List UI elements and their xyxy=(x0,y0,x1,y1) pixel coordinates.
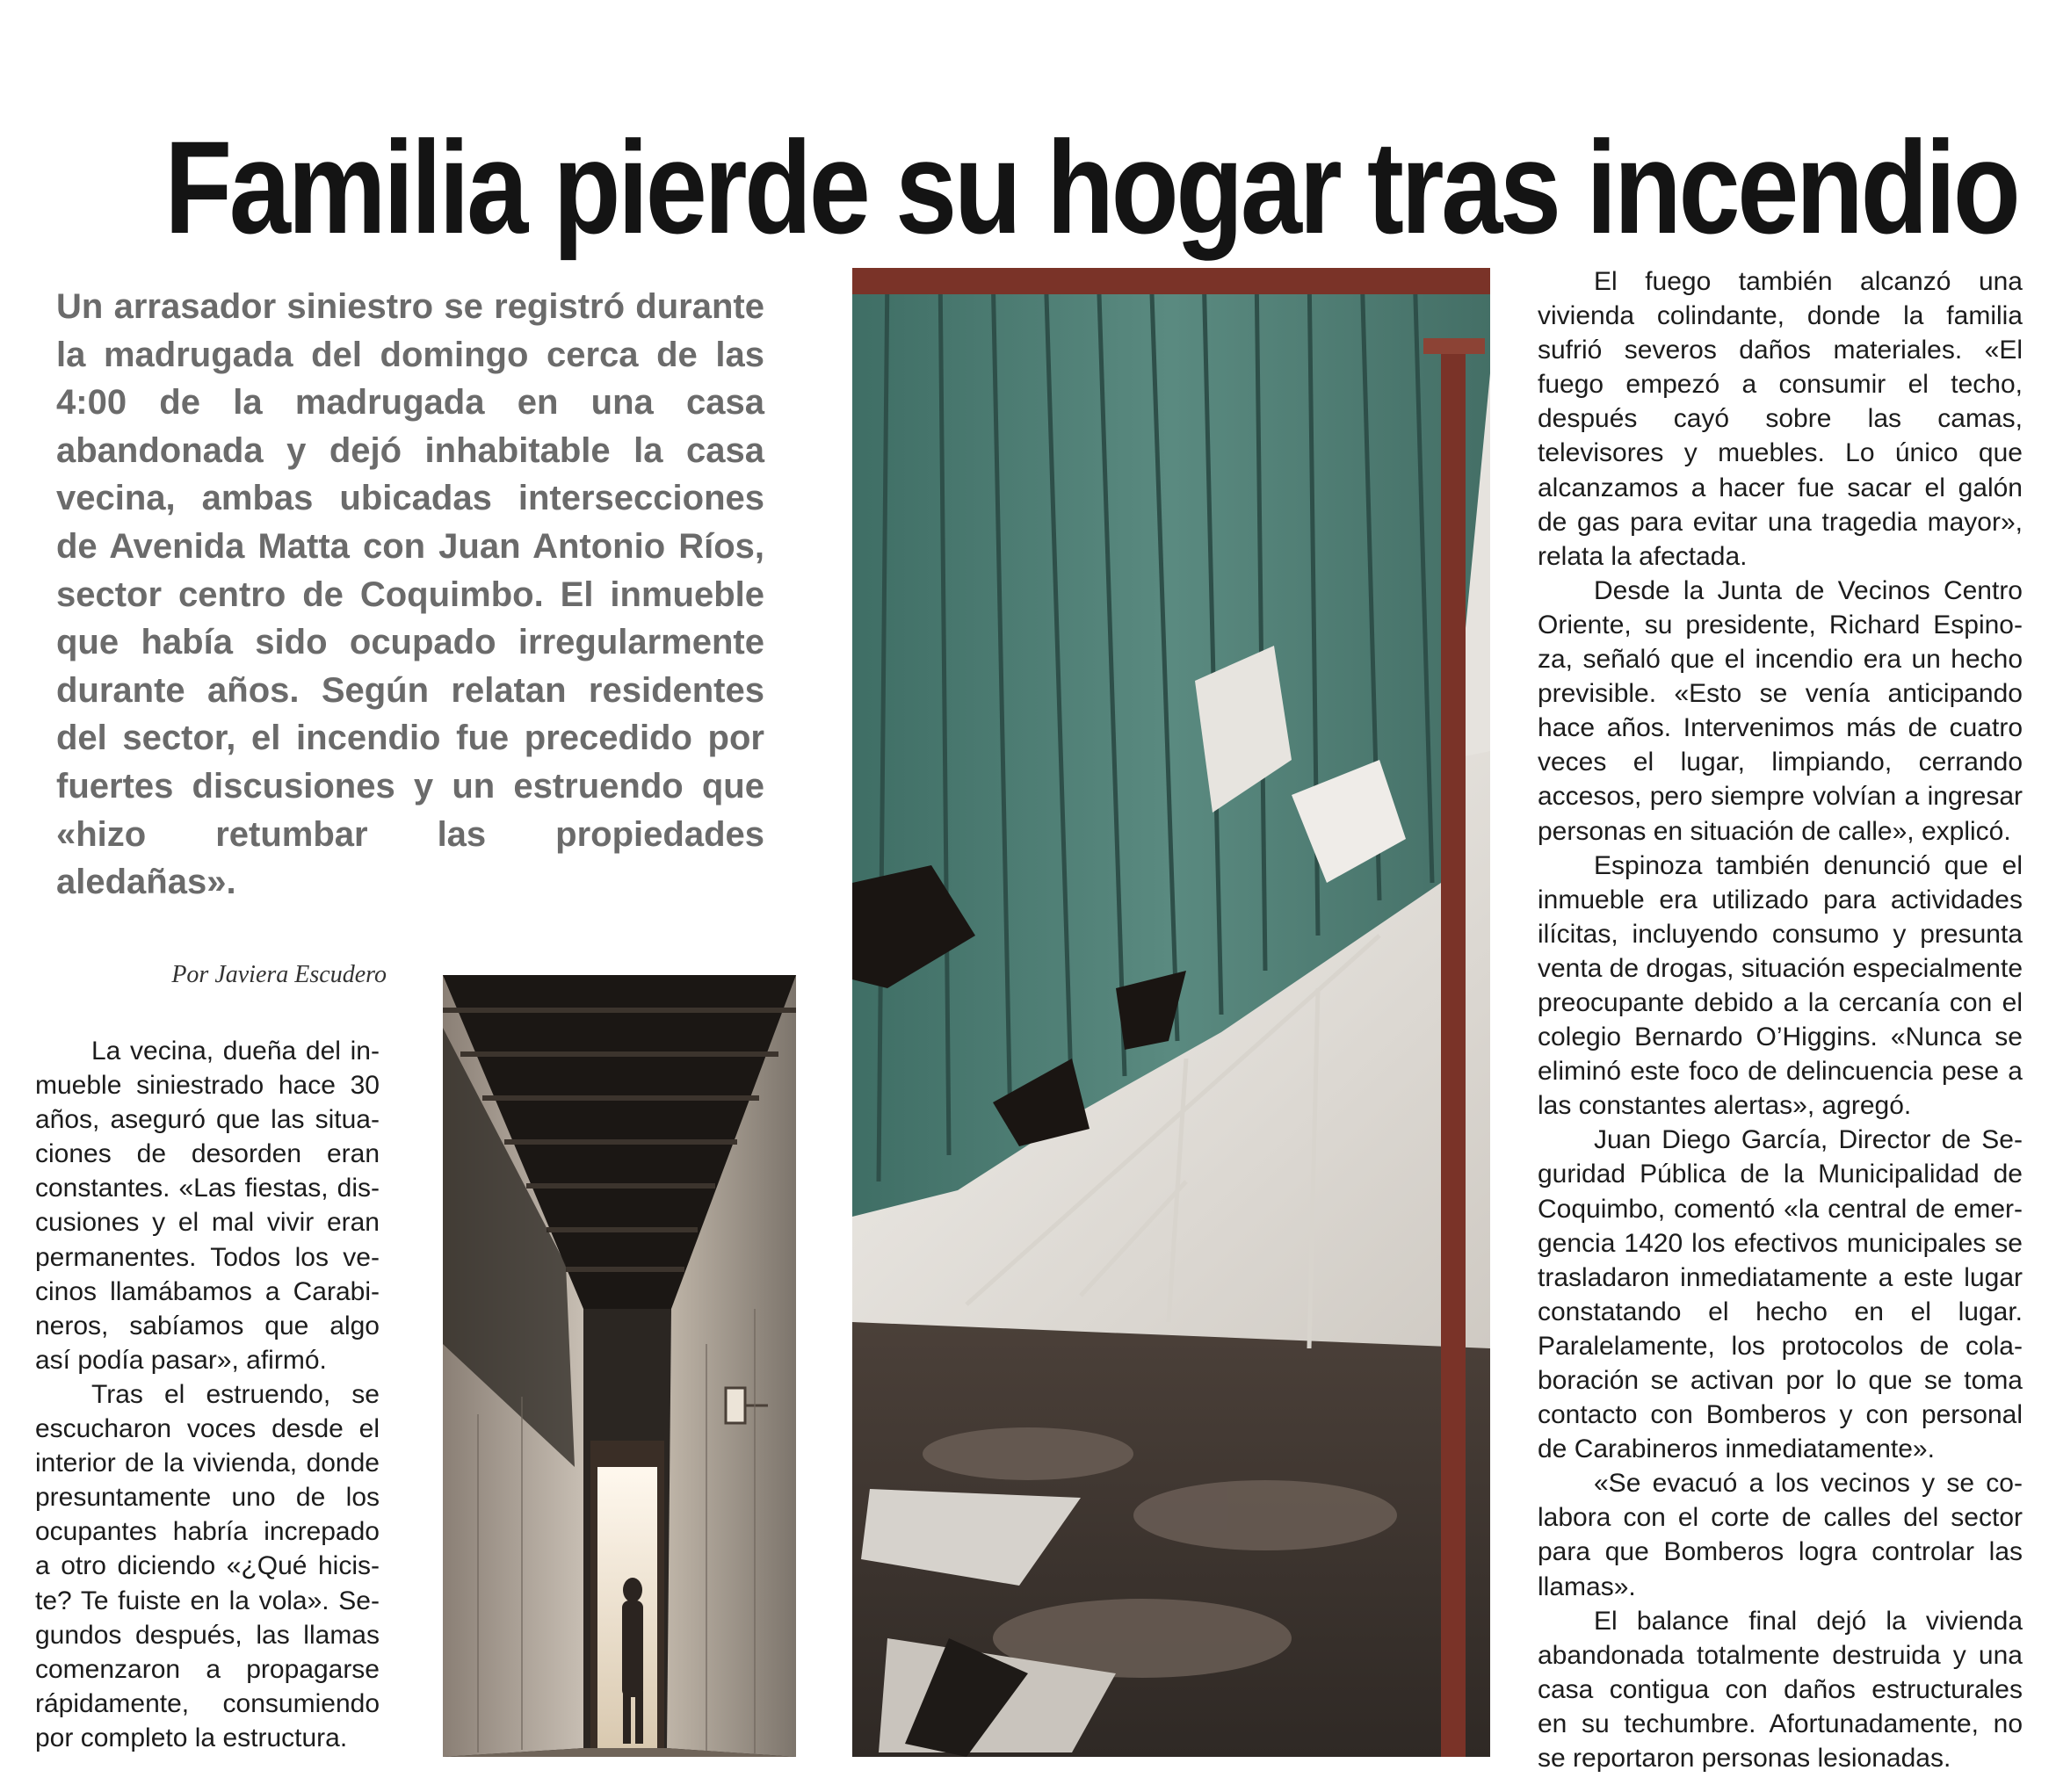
right-paragraph: El balance final dejó la vivienda abandonada totalmente destruida y una casa contigua con daños estructurales en su techumbre. Afortunadamente, no se reportaron personas lesionadas. xyxy=(1538,1606,2023,1774)
headline: Familia pierde su hogar tras incendio xyxy=(164,112,2018,261)
left-paragraph: La vecina, dueña del inmueble siniestrado hace 30 años, aseguró que las situaciones de desorden eran constantes. «Las fiestas, discusiones y el mal vivir eran permanentes. Todos los vecinos llamábamos a Carabineros, sabíamos que algo así podía pasar», afirmó. xyxy=(35,1037,380,1375)
collapsed-roof-photo xyxy=(852,268,1490,1757)
byline: Por Javiera Escudero xyxy=(171,961,387,988)
left-column xyxy=(35,1034,380,1755)
right-paragraph: «Se evacuó a los vecinos y se colabora con el corte de calles del sector para que Bomberos logra controlar las llamas». xyxy=(1538,1469,2023,1601)
right-paragraph: El fuego también alcanzó una vivienda colindante, donde la familia sufrió severos daños materiales. «El fuego empezó a consumir el techo, después cayó sobre las camas, televisores y muebles. Lo único que alcanzamos a hacer fue sacar el galón de gas para evitar una tragedia mayor», relata la afectada. xyxy=(1538,267,2023,571)
burned-hallway-photo xyxy=(443,975,796,1757)
right-paragraph: Espinoza también denunció que el inmueble era utilizado para actividades ilícitas, incluyendo consumo y presunta venta de drogas, situación especialmente preocupante debido a la cercanía con el colegio Bernardo O’Higgins. «Nunca se eliminó este foco de delincuencia pese a las constantes alertas», agregó. xyxy=(1538,850,2023,1121)
right-paragraph: Desde la Junta de Vecinos Centro Oriente, su presidente, Richard Espinoza, señaló que el incendio era un hecho previsible. «Esto se venía anticipando hace años. Intervenimos más de cuatro veces el lugar, limpiando, cerrando accesos, pero siempre volvían a ingresar personas en situación de calle», explicó. xyxy=(1538,575,2023,846)
right-column xyxy=(1538,264,2023,1775)
left-paragraph: Tras el estruendo, se escucharon voces desde el interior de la vivienda, donde presuntamente uno de los ocupantes habría increpado a otro diciendo «¿Qué hiciste? Te fuiste en la vola». Segundos después, las llamas comenzaron a propagarse rápidamente, consumiendo por completo la estructura. xyxy=(35,1379,380,1752)
lead-paragraph: Un arrasador siniestro se registró durante la madrugada del domingo cerca de las 4:00 de la madrugada en una casa abandonada y dejó inhabitable la casa vecina, ambas ubicadas intersecciones de Avenida Matta con Juan Antonio Ríos, sector centro de Coquimbo. El inmueble que había sido ocupado irregularmente durante años. Según relatan residentes del sector, el incendio fue precedido por fuertes discusiones y un estruendo que «hizo retumbar las propiedades aledañas». xyxy=(56,287,764,902)
right-paragraph: Juan Diego García, Director de Seguridad Pública de la Municipalidad de Coquimbo, comentó «la central de emergencia 1420 los efectivos municipales se trasladaron inmediatamente a este lugar constatando el hecho en el lugar. Paralelamente, los protocolos de colaboración se activan por lo que se toma contacto con Bomberos y con personal de Carabineros inmediatamente». xyxy=(1538,1125,2023,1464)
